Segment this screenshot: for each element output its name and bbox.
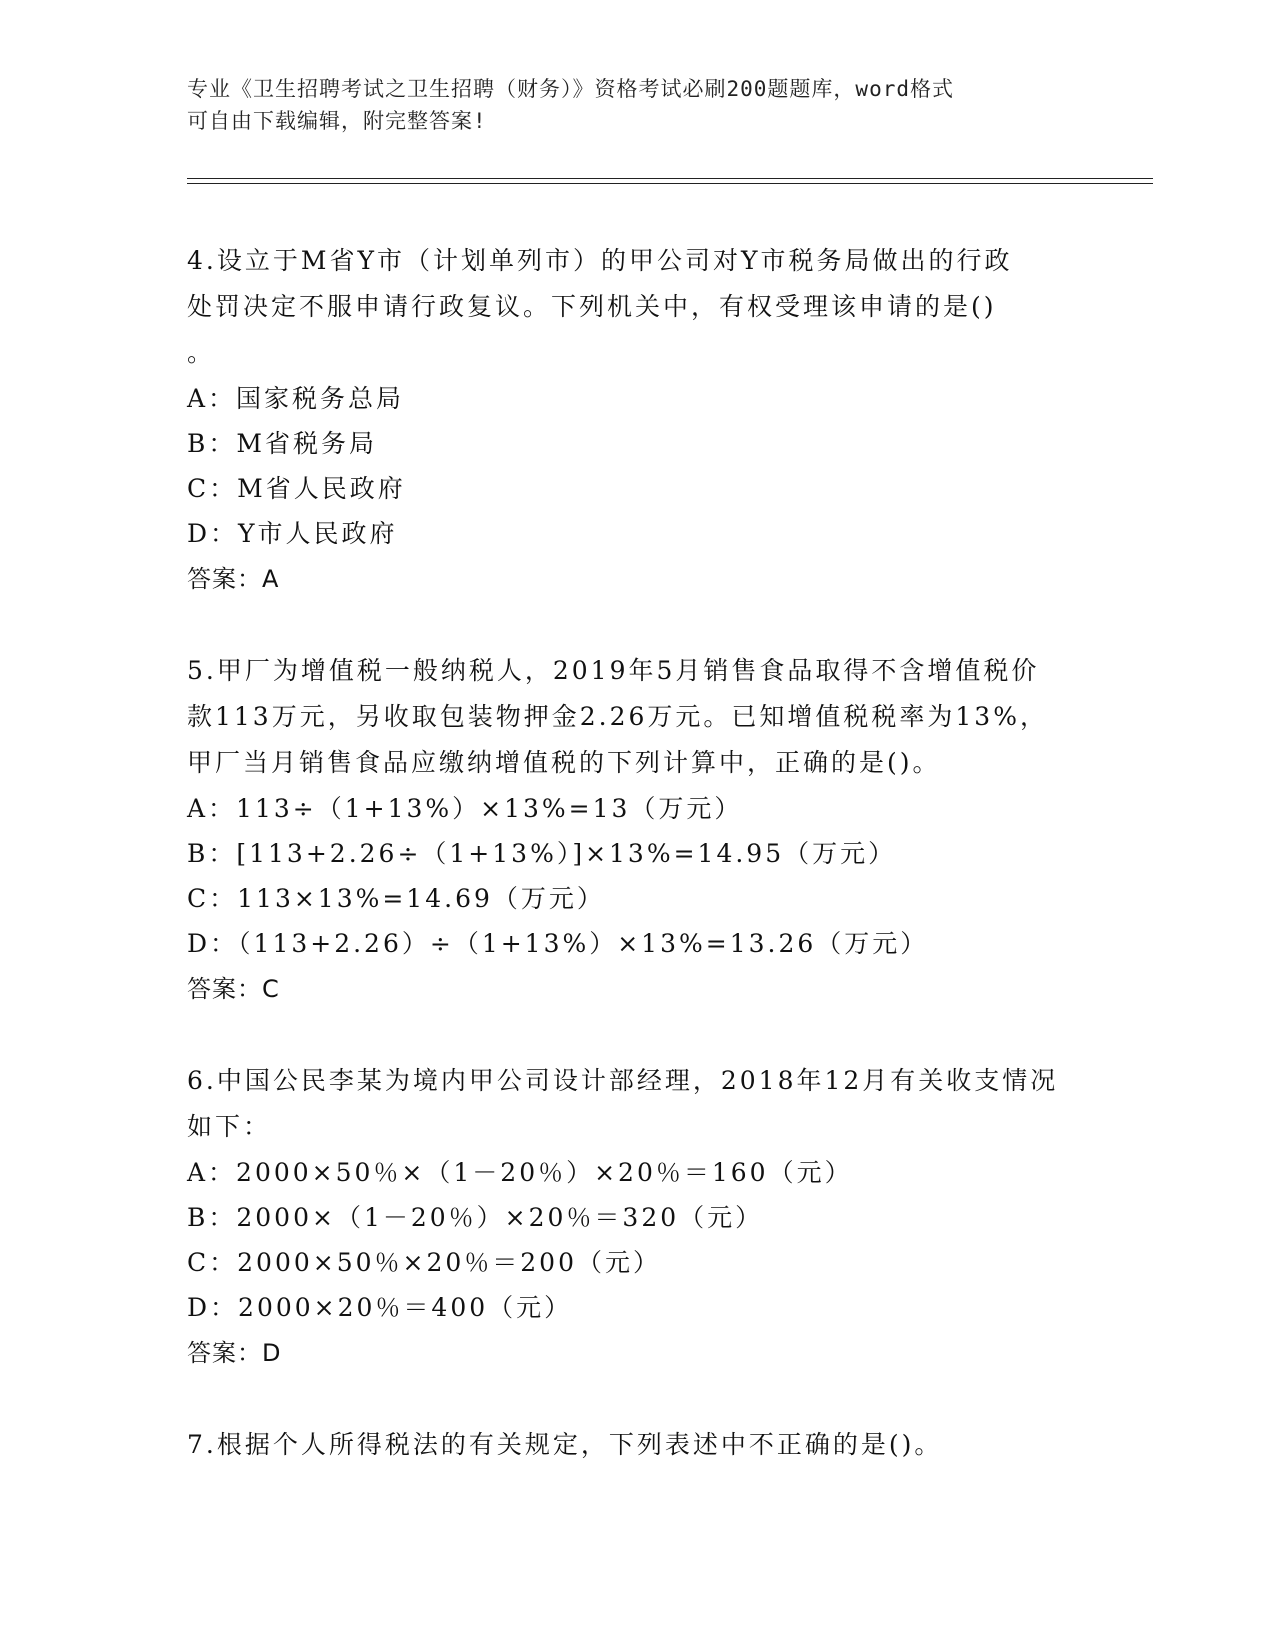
question-text: 5.甲厂为增值税一般纳税人，2019年5月销售食品取得不含增值税价 — [187, 656, 1040, 685]
question-text: 。 — [187, 338, 216, 367]
question-4 — [187, 238, 1087, 602]
option-d: D：（113+2.26）÷（1+13%）×13%=13.26（万元） — [187, 929, 929, 958]
spacer — [187, 1012, 1087, 1058]
spacer — [187, 1376, 1087, 1422]
option-a: A：2000×50％×（1－20％）×20％＝160（元） — [187, 1158, 853, 1187]
header-line-1: 专业《卫生招聘考试之卫生招聘（财务）》资格考试必刷200题题库，word格式 — [187, 77, 954, 101]
question-text: 6.中国公民李某为境内甲公司设计部经理，2018年12月有关收支情况 — [187, 1066, 1059, 1095]
header-divider-bottom — [187, 183, 1153, 184]
question-text: 处罚决定不服申请行政复议。下列机关中，有权受理该申请的是() — [187, 292, 997, 321]
option-b: B：M省税务局 — [187, 429, 377, 458]
answer-label: 答案：A — [187, 565, 280, 593]
question-text: 7.根据个人所得税法的有关规定，下列表述中不正确的是()。 — [187, 1430, 943, 1459]
answer-label: 答案：C — [187, 975, 280, 1003]
question-text: 甲厂当月销售食品应缴纳增值税的下列计算中，正确的是()。 — [187, 748, 941, 777]
option-c: C：M省人民政府 — [187, 474, 406, 503]
answer-label: 答案：D — [187, 1339, 282, 1367]
question-list — [187, 238, 1087, 1468]
spacer — [187, 602, 1087, 648]
option-b: B：2000×（1－20％）×20％＝320（元） — [187, 1203, 764, 1232]
header-line-2: 可自由下载编辑，附完整答案! — [187, 109, 487, 133]
document-header — [187, 73, 1067, 137]
question-text: 款113万元，另收取包装物押金2.26万元。已知增值税税率为13%， — [187, 702, 1048, 731]
question-text: 如下： — [187, 1112, 272, 1141]
option-a: A：113÷（1+13%）×13%=13（万元） — [187, 794, 743, 823]
question-7 — [187, 1422, 1087, 1468]
question-6 — [187, 1058, 1087, 1376]
option-a: A：国家税务总局 — [187, 384, 405, 413]
question-5 — [187, 648, 1087, 1012]
option-c: C：2000×50％×20％＝200（元） — [187, 1248, 661, 1277]
option-d: D：Y市人民政府 — [187, 519, 398, 548]
question-text: 4.设立于M省Y市（计划单列市）的甲公司对Y市税务局做出的行政 — [187, 246, 1013, 275]
header-divider-top — [187, 178, 1153, 179]
option-d: D：2000×20％＝400（元） — [187, 1293, 573, 1322]
option-c: C：113×13%=14.69（万元） — [187, 884, 605, 913]
option-b: B：[113+2.26÷（1+13%）]×13%=14.95（万元） — [187, 839, 897, 868]
